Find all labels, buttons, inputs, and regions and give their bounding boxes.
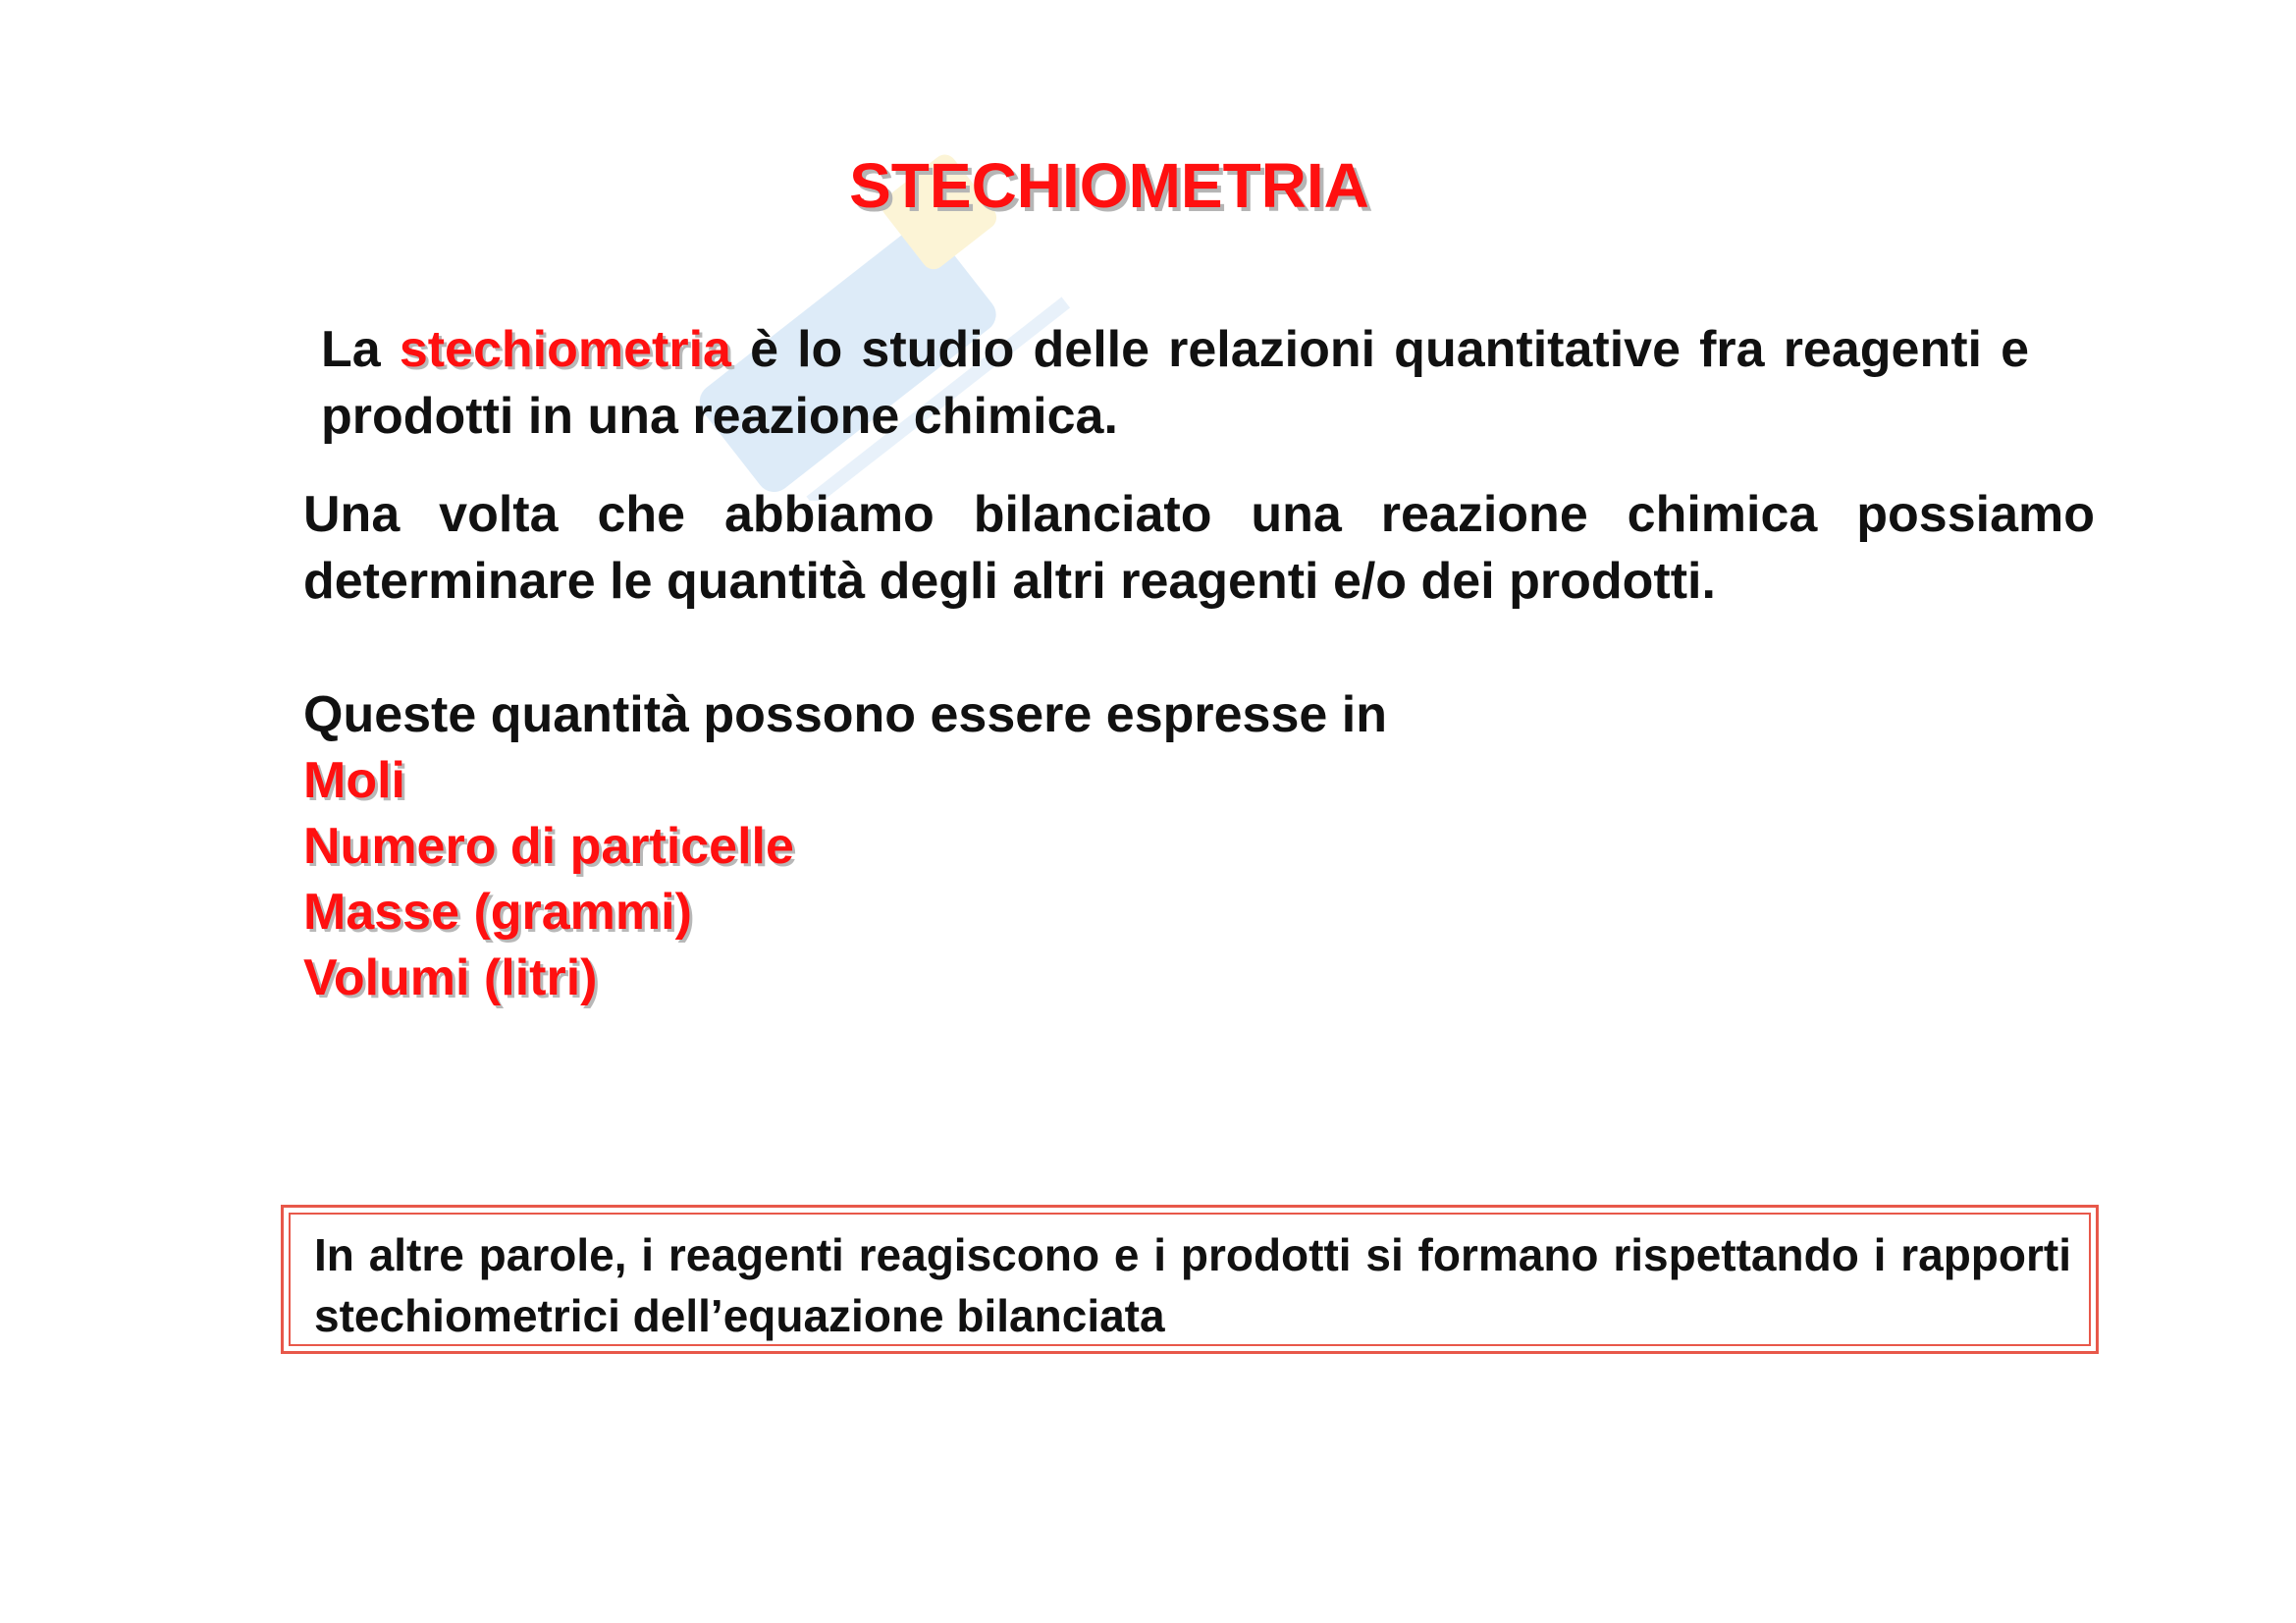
unit-item-moli: Moli bbox=[303, 752, 405, 809]
slide-title: STECHIOMETRIA bbox=[849, 150, 1369, 221]
balanced-paragraph: Una volta che abbiamo bilanciato una reazione chimica possiamo determinare le quantità degli altri reagenti e/o dei prodotti. bbox=[303, 486, 2095, 610]
units-list bbox=[303, 748, 794, 1011]
unit-item-particelle: Numero di particelle bbox=[303, 818, 794, 875]
expressed-intro: Queste quantità possono essere espresse in bbox=[303, 686, 1387, 743]
note-box bbox=[281, 1205, 2099, 1354]
note-text: In altre parole, i reagenti reagiscono e i prodotti si formano rispettando i rapporti stechiometrici dell’equazione bilanciata bbox=[289, 1213, 2091, 1346]
definition-term: stechiometria bbox=[399, 321, 731, 378]
definition-paragraph bbox=[321, 316, 2029, 450]
unit-item-volumi: Volumi (litri) bbox=[303, 949, 598, 1006]
definition-prefix: La bbox=[321, 321, 381, 378]
definition-rest: è lo studio delle relazioni quantitative fra reagenti e prodotti in una reazione chimica. bbox=[321, 321, 2030, 445]
unit-item-masse: Masse (grammi) bbox=[303, 884, 692, 941]
